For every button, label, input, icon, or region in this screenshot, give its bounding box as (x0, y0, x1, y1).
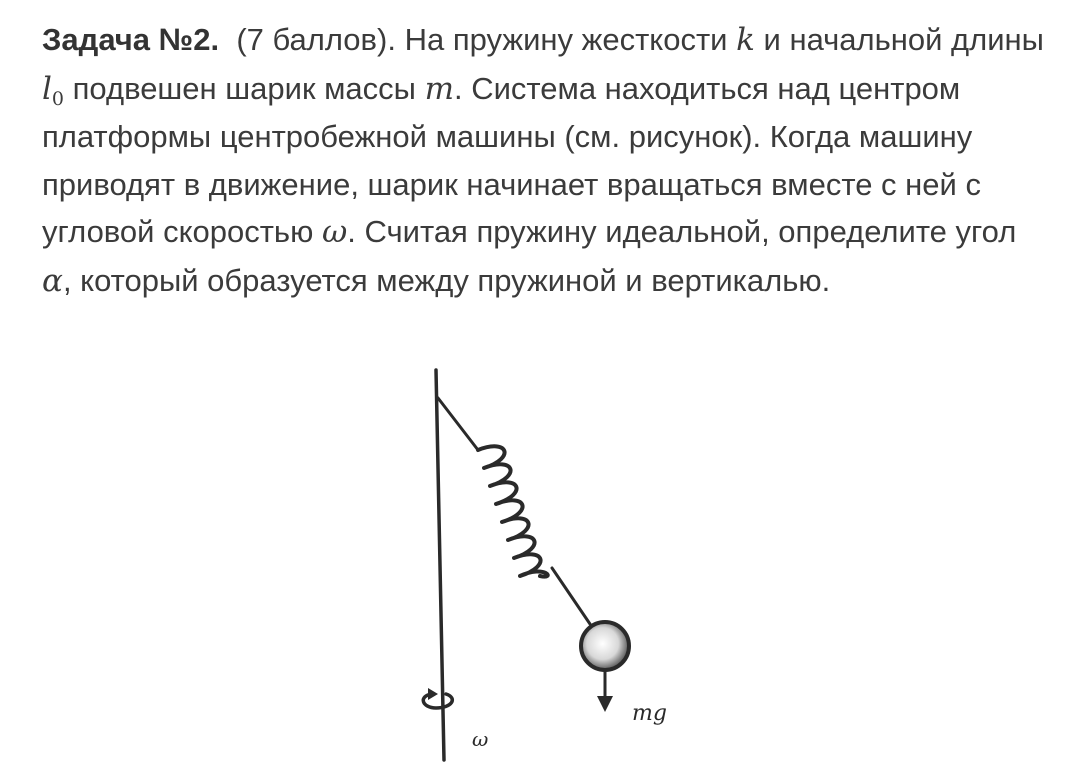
var-l: l (42, 70, 52, 107)
ball (581, 622, 629, 670)
problem-statement (42, 16, 1052, 305)
problem-text-2: и начальной длины (763, 22, 1044, 57)
problem-text-6: , который образуется между пружиной и вертикалью. (62, 262, 831, 298)
var-l0 (42, 70, 65, 110)
problem-text-3: подвешен шарик массы (72, 70, 416, 106)
problem-text-1: На пружину жесткости (404, 22, 728, 57)
var-alpha: α (42, 262, 63, 299)
problem-text-5: . Считая пружину идеальной, определите угол (347, 214, 1017, 249)
figure-drawing (380, 350, 740, 770)
spring-top-wire (438, 398, 478, 450)
rotation-arrowhead (428, 688, 438, 700)
var-l-subscript: 0 (51, 87, 65, 110)
rotation-axis (436, 370, 444, 760)
var-omega: ω (321, 214, 348, 250)
problem-points: (7 баллов). (236, 22, 396, 57)
label-omega: ω (472, 727, 489, 751)
rotation-arrow (423, 694, 452, 708)
spring-coil (478, 446, 548, 576)
gravity-arrowhead (597, 696, 613, 712)
var-m: m (424, 70, 454, 107)
var-k: k (736, 22, 755, 58)
label-mg: mg (632, 701, 667, 726)
problem-text-4: . Система находиться над центром платформы центробежной машины (см. рисунок). Когда машину приводят в движение, шарик начинает вращаться вместе с ней с угловой скоростью (42, 70, 981, 249)
spring-bottom-wire (552, 568, 590, 624)
problem-title: Задача №2. (42, 22, 220, 57)
spring-pendulum-figure (380, 350, 740, 770)
